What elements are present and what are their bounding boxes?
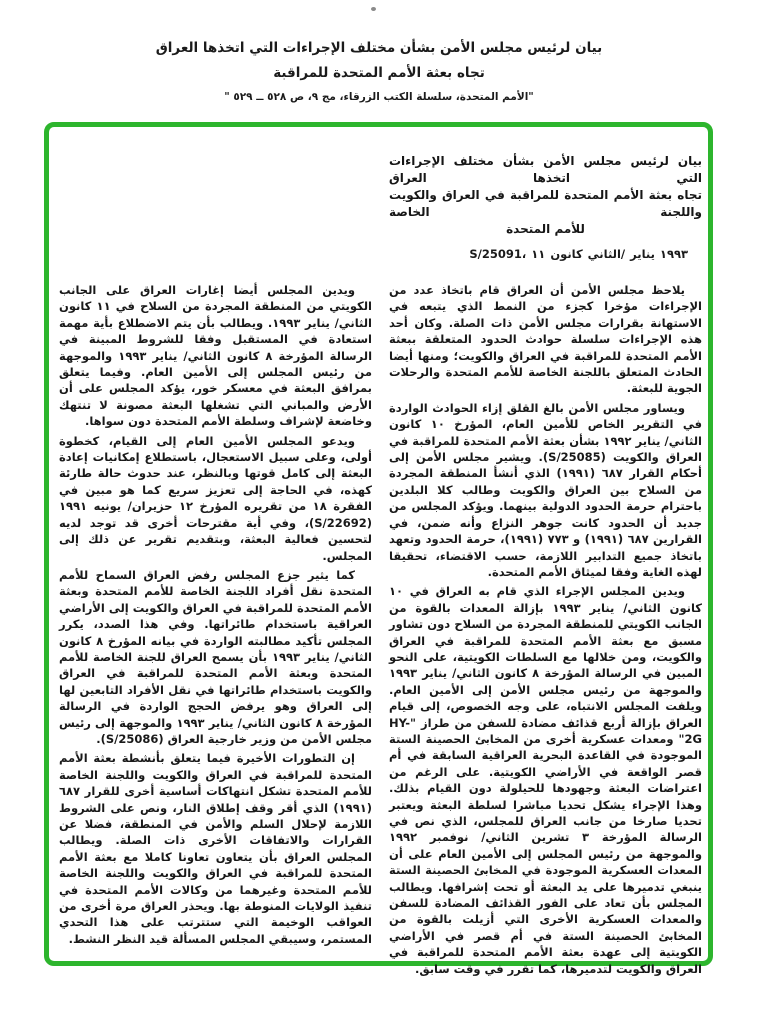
- reference-token: ١١: [531, 247, 546, 261]
- page-header: [0, 40, 758, 104]
- scan-artifact-dot: [371, 7, 376, 11]
- paragraph: كما يثير جزع المجلس رفض العراق السماح للأمم المتحدة نقل أفراد اللجنة الخاصة للأمم المتحدة وبعثة الأمم المتحدة للمراقبة في العراق والكويت إلى الأراضي العراقية باستخدام طائراتها. وفي هذا الصدد، يكرر المجلس تأكيد مطالبته الواردة في بيانه المؤرخ ٨ كانون الثاني/ يناير ١٩٩٣ بأن يسمح العراق للجنة الخاصة للأمم المتحدة وبعثة الأمم المتحدة للمراقبة في العراق والكويت باستخدام طائراتها في نقل الأفراد التابعين لها إلى العراق وهو يرفض الحجج الواردة في الرسالة المؤرخة ٨ كانون الثاني/ يناير ١٩٩٣ والموجهة إلى رئيس مجلس الأمن من وزير خارجية العراق (S/25086).: [59, 567, 373, 746]
- paragraph: يلاحظ مجلس الأمن أن العراق قام باتخاذ عدد من الإجراءات مؤخرا كجزء من النمط الذي يتبعه في الاستهانة بقرارات مجلس الأمن ذات الصلة. وكان أحد هذه الإجراءات سلسلة حوادث الحدود المتعلقة ببعثة الأمم المتحدة للمراقبة في العراق والكويت؛ ومنها أيضا الحادث المتعلق باللجنة الخاصة للأمم المتحدة والرحلات الجوية للبعثة.: [389, 283, 702, 396]
- header-title-line-1: بيان لرئيس مجلس الأمن بشأن مختلف الإجراءات التي اتخذها العراق: [155, 40, 603, 56]
- body-column-left: [59, 282, 372, 980]
- paragraph: ويساور مجلس الأمن بالغ القلق إزاء الحوادث الواردة في التقرير الخاص للأمين العام، المؤرخ ١٠ كانون الثاني/ يناير ١٩٩٢ بشأن بعثة الأمم المتحدة للمراقبة في العراق والكويت (S/25085). ويشير مجلس الأمن إلى أحكام القرار ٦٨٧ (١٩٩١) الذي أنشأ المنطقة المجردة من السلاح بين العراق والكويت وطالب كلا البلدين باحترام حرمة الحدود الدولية بينهما. ويؤكد المجلس من جديد أن الحدود كانت جوهر النزاع وأنه ضمن، في القرارين ٦٨٧ (١٩٩١) و ٧٧٣ (١٩٩١)، حرمة الحدود وتعهد باتخاذ جميع التدابير اللازمة، حسب الاقتضاء، تحقيقا لهذه الغاية وفقا لميثاق الأمم المتحدة.: [389, 400, 702, 579]
- document-title: [389, 153, 702, 238]
- document-content: [59, 153, 702, 980]
- paragraph: إن التطورات الأخيرة فيما يتعلق بأنشطة بعثة الأمم المتحدة للمراقبة في العراق والكويت واللجنة الخاصة للأمم المتحدة تشكل انتهاكات أساسية أخرى للقرار ٦٨٧ (١٩٩١) الذي أقر وقف إطلاق النار، ونص على الشروط اللازمة لإحلال السلم والأمن في المنطقة، فضلا عن القرارات والاتفاقات الأخرى ذات الصلة. ويطالب المجلس العراق بأن يتعاون تعاونا كاملا مع بعثة الأمم المتحدة للمراقبة في العراق والكويت واللجنة الخاصة للأمم المتحدة وغيرهما من وكالات الأمم المتحدة في تنفيذ الولايات المنوطة بها. ويحذر العراق مرة أخرى من العواقب الوخيمة التي ستترتب على هذا التحدي المستمر، وسيبقي المجلس المسألة قيد النظر النشط.: [59, 751, 372, 946]
- header-source-citation: "الأمم المتحدة، سلسلة الكتب الزرقاء، مج ٩، ص ٥٢٨ ــ ٥٢٩ ": [224, 91, 534, 103]
- paragraph: ويدعو المجلس الأمين العام إلى القيام، كخطوة أولى، وعلى سبيل الاستعجال، باستطلاع إمكانيات إعادة البعثة إلى كامل قوتها وبالنظر، عند حدوث حالة طارئة كهذه، في الحاجة إلى تعزيز سريع كما هو مبين في الفقرة ١٨ من تقريره المؤرخ ١٢ حزيران/ يونيه ١٩٩١ (S/22692)، وفي أية مقترحات أخرى قد توجد لديه لتحسين فعالية البعثة، وبتقديم تقرير عن ذلك إلى المجلس.: [59, 433, 372, 563]
- paragraph: ويدين المجلس الإجراء الذي قام به العراق في ١٠ كانون الثاني/ يناير ١٩٩٣ بإزالة المعدات بالقوة من الجانب الكويتي للمنطقة المجردة من السلاح دون تشاور مسبق مع بعثة الأمم المتحدة للمراقبة في العراق والكويت، ومن خلالها مع السلطات الكويتية، على النحو المبين في الرسالة المؤرخة ٨ كانون الثاني/ يناير ١٩٩٣ والموجهة من رئيس مجلس الأمن إلى الأمين العام. ويلفت المجلس الانتباه، على وجه الخصوص، إلى قيام العراق بإزالة أربع قذائف مضادة للسفن من طراز "HY-2G" ومعدات عسكرية أخرى من المخابئ الحصينة الستة الموجودة في القاعدة البحرية العراقية السابقة في أم قصر الواقعة في الأراضي الكويتية. على الرغم من اعتراضات البعثة وجهودها للحيلولة دون القيام بذلك. وهذا الإجراء يشكل تحديا مباشرا لسلطة البعثة ويعتبر تحديا صارخا من جانب العراق للمجلس، الذي نص في الرسالة المؤرخة ٣ تشرين الثاني/ نوفمبر ١٩٩٢ والموجهة من رئيس المجلس إلى الأمين العام على أن المعدات العسكرية الموجودة في المخابئ الحصينة الستة ينبغي تدميرها على يد البعثة أو تحت إشرافها. ويطالب المجلس بأن تعاد على الفور القذائف المضادة للسفن والمعدات العسكرية الأخرى التي أزيلت بالقوة من المخابئ الحصينة الستة في أم قصر في الأراضي الكويتية إلى عهدة بعثة الأمم المتحدة للمراقبة في العراق والكويت لتدميرها، كما تقرر في وقت سابق.: [389, 584, 702, 976]
- body-column-right: [389, 282, 702, 980]
- reference-token: ١٩٩٣: [659, 247, 688, 261]
- document-title-line-2: تجاه بعثة الأمم المتحدة للمراقبة في العراق والكويت واللجنة الخاصة: [389, 188, 702, 219]
- reference-token: يناير: [630, 247, 655, 261]
- paragraph: ويدين المجلس أيضا إغارات العراق على الجانب الكويتي من المنطقة المجردة من السلاح في ١١ كانون الثاني/ يناير ١٩٩٣. ويطالب بأن يتم الاضطلاع بأية مهمة استعادة في المستقبل وفقا للشروط المبينة في الرسالة المؤرخة ٨ كانون الثاني/ يناير ١٩٩٣ والموجهة من رئيس المجلس إلى الأمين العام. وفيما يتعلق بمرافق البعثة في معسكر خور، يؤكد المجلس على أن الأرض والمباني التي تشغلها البعثة مصونة لا تنتهك وخاضعة لإشراف وسلطة الأمم المتحدة دون سواها.: [59, 283, 373, 429]
- document-title-line-1: بيان لرئيس مجلس الأمن بشأن مختلف الإجراءات التي اتخذها العراق: [389, 154, 702, 185]
- document-border-frame: [44, 122, 713, 976]
- reference-token: كانون: [550, 247, 583, 261]
- body-columns: [59, 282, 702, 980]
- header-title-line-2: تجاه بعثة الأمم المتحدة للمراقبة: [273, 65, 485, 81]
- reference-token: الثاني/: [587, 247, 626, 261]
- document-reference-line: [389, 247, 702, 261]
- reference-token: S/25091،: [469, 247, 527, 261]
- document-title-line-3: للأمم المتحدة: [506, 222, 585, 236]
